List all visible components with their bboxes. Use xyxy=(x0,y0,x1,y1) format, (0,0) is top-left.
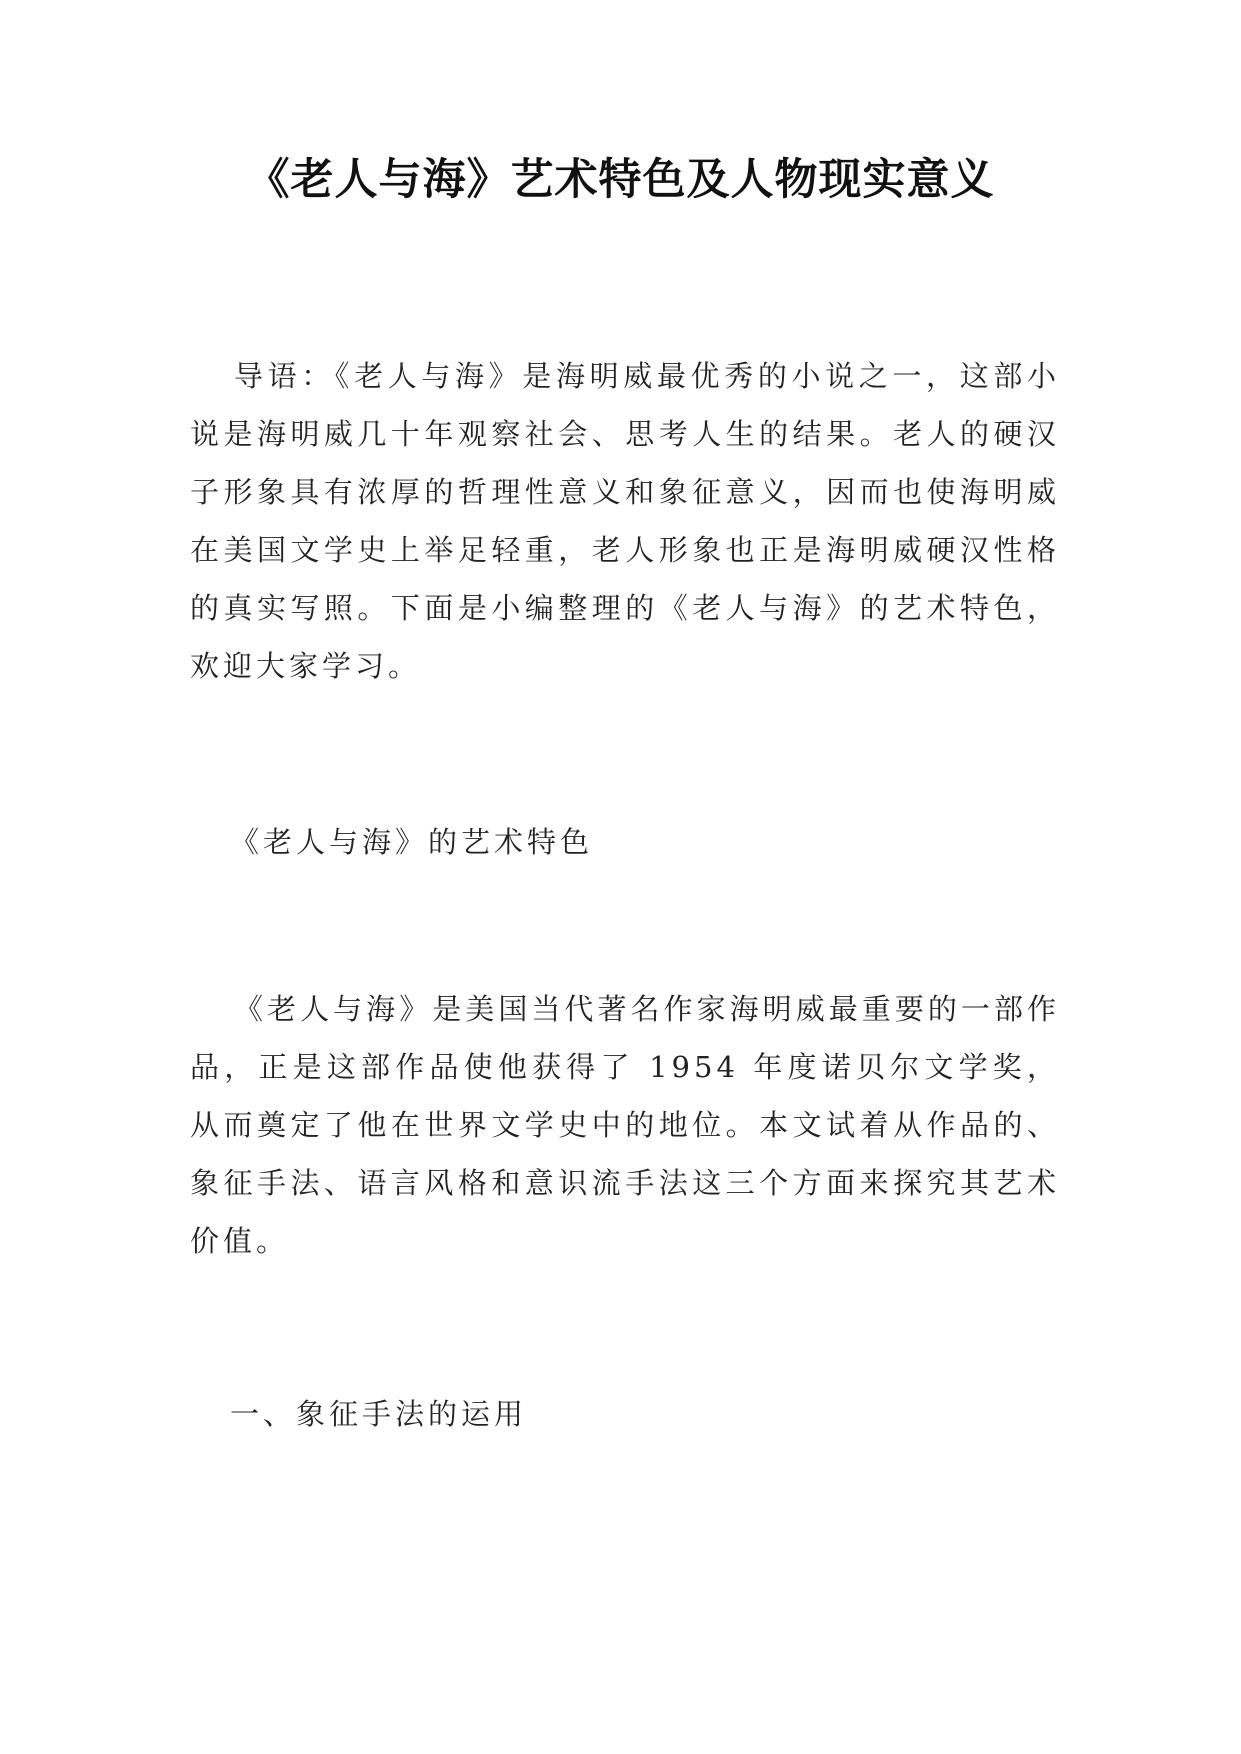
subheading-symbolism: 一、象征手法的运用 xyxy=(230,1397,528,1431)
section-heading: 《老人与海》的艺术特色 xyxy=(230,825,594,859)
body-paragraph: 《老人与海》是美国当代著名作家海明威最重要的一部作品，正是这部作品使他获得了 1954 年度诺贝尔文学奖，从而奠定了他在世界文学史中的地位。本文试着从作品的、象征手法、语言风格和意识流手法这三个方面来探究其艺术价值。 xyxy=(190,992,1060,1258)
intro-paragraph: 导语：《老人与海》是海明威最优秀的小说之一，这部小说是海明威几十年观察社会、思考人生的结果。老人的硬汉子形象具有浓厚的哲理性意义和象征意义，因而也使海明威在美国文学史上举足轻重，老人形象也正是海明威硬汉性格的真实写照。下面是小编整理的《老人与海》的艺术特色，欢迎大家学习。 xyxy=(190,359,1060,683)
document-title: 《老人与海》艺术特色及人物现实意义 xyxy=(246,155,995,205)
